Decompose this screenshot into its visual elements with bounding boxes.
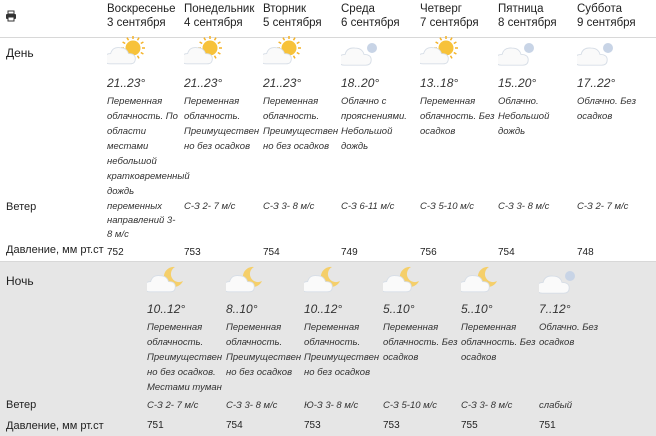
night-pressure: 754 — [226, 420, 243, 431]
day-header — [498, 2, 557, 30]
sun-cloud-icon — [184, 36, 224, 68]
day-pressure: 754 — [498, 247, 515, 258]
day-name: Суббота — [577, 3, 623, 15]
day-name: Воскресенье — [107, 3, 176, 15]
day-header — [420, 2, 479, 30]
night-description: Переменная облачность. Без осадков — [383, 322, 458, 363]
day-wind: С-З 6-11 м/с — [341, 201, 395, 212]
night-label: Ночь — [6, 274, 34, 288]
night-description: Переменная облачность. Преимуществен но без осадков — [226, 322, 302, 378]
day-temperature: 18..20° — [341, 76, 380, 90]
day-temperature: 17..22° — [577, 76, 616, 90]
day-header — [107, 2, 176, 30]
sun-cloud-icon — [263, 36, 303, 68]
day-name: Понедельник — [184, 3, 255, 15]
cloud-icon — [498, 36, 538, 68]
moon-cloud-icon — [226, 264, 266, 296]
day-date: 6 сентября — [341, 17, 400, 29]
night-wind: С-З 2- 7 м/с — [147, 400, 199, 411]
day-description: Переменная облачность. Без осадков — [420, 96, 495, 137]
printer-icon[interactable] — [5, 9, 17, 21]
day-name: Четверг — [420, 3, 462, 15]
day-pressure: 748 — [577, 247, 594, 258]
day-wind: С-З 2- 7 м/с — [577, 201, 629, 212]
sun-cloud-icon — [107, 36, 147, 68]
day-name: Пятница — [498, 3, 544, 15]
day-header — [263, 2, 322, 30]
day-header — [184, 2, 254, 30]
divider — [0, 37, 656, 38]
day-date: 7 сентября — [420, 17, 479, 29]
day-temperature: 21..23° — [263, 76, 302, 90]
cloud-icon — [577, 36, 617, 68]
night-pressure: 753 — [383, 420, 400, 431]
moon-cloud-icon — [383, 264, 423, 296]
day-description: Облачно с прояснениями. Небольшой дождь — [341, 96, 407, 152]
sun-cloud-icon — [420, 36, 460, 68]
day-pressure: 752 — [107, 247, 124, 258]
day-wind-label: Ветер — [6, 201, 37, 213]
night-description: Переменная облачность. Без осадков — [461, 322, 536, 363]
day-date: 3 сентября — [107, 17, 166, 29]
night-wind-label: Ветер — [6, 399, 37, 411]
cloud-icon — [341, 36, 381, 68]
cloud-icon — [539, 264, 579, 296]
day-description: Переменная облачность. Преимуществен но без осадков — [184, 96, 260, 152]
night-wind: Ю-З 3- 8 м/с — [304, 400, 359, 411]
day-description: Переменная облачность. Преимуществен но без осадков — [263, 96, 339, 152]
day-date: 9 сентября — [577, 17, 636, 29]
night-pressure: 755 — [461, 420, 478, 431]
night-pressure: 753 — [304, 420, 321, 431]
day-pressure: 754 — [263, 247, 280, 258]
night-wind: С-З 5-10 м/с — [383, 400, 438, 411]
night-temperature: 8..10° — [226, 302, 258, 316]
day-name: Среда — [341, 3, 375, 15]
night-pressure: 751 — [539, 420, 556, 431]
day-label: День — [6, 46, 34, 60]
day-pressure: 753 — [184, 247, 201, 258]
day-temperature: 13..18° — [420, 76, 459, 90]
day-pressure: 749 — [341, 247, 358, 258]
day-date: 5 сентября — [263, 17, 322, 29]
night-temperature: 5..10° — [383, 302, 415, 316]
day-name: Вторник — [263, 3, 307, 15]
day-temperature: 21..23° — [184, 76, 223, 90]
day-header — [577, 2, 636, 30]
night-pressure: 751 — [147, 420, 164, 431]
day-wind: С-З 5-10 м/с — [420, 201, 475, 212]
night-temperature: 5..10° — [461, 302, 493, 316]
moon-cloud-icon — [147, 264, 187, 296]
night-description: Переменная облачность. Преимуществен но без осадков — [304, 322, 380, 378]
day-temperature: 21..23° — [107, 76, 146, 90]
day-date: 8 сентября — [498, 17, 557, 29]
night-description: Переменная облачность. Преимуществен но без осадков. Местами туман — [147, 322, 223, 393]
night-temperature: 10..12° — [304, 302, 343, 316]
night-wind: С-З 3- 8 м/с — [461, 400, 513, 411]
day-description: Облачно. Без осадков — [577, 96, 637, 122]
day-pressure-label: Давление, мм рт.ст — [6, 244, 104, 256]
day-wind: С-З 2- 7 м/с — [184, 201, 236, 212]
day-temperature: 15..20° — [498, 76, 537, 90]
divider — [0, 261, 656, 262]
night-wind: слабый — [539, 400, 573, 411]
night-description: Облачно. Без осадков — [539, 322, 599, 348]
night-temperature: 7..12° — [539, 302, 571, 316]
day-header — [341, 2, 400, 30]
moon-cloud-icon — [461, 264, 501, 296]
day-wind: переменных направлений 3- 8 м/с — [107, 201, 176, 240]
day-wind: С-З 3- 8 м/с — [263, 201, 315, 212]
day-wind: С-З 3- 8 м/с — [498, 201, 550, 212]
night-wind: С-З 3- 8 м/с — [226, 400, 278, 411]
night-temperature: 10..12° — [147, 302, 186, 316]
day-description: Переменная облачность. По области местами небольшой кратковременный дождь — [107, 96, 190, 197]
day-pressure: 756 — [420, 247, 437, 258]
day-description: Облачно. Небольшой дождь — [498, 96, 550, 137]
night-pressure-label: Давление, мм рт.ст — [6, 420, 104, 432]
day-date: 4 сентября — [184, 17, 243, 29]
moon-cloud-icon — [304, 264, 344, 296]
